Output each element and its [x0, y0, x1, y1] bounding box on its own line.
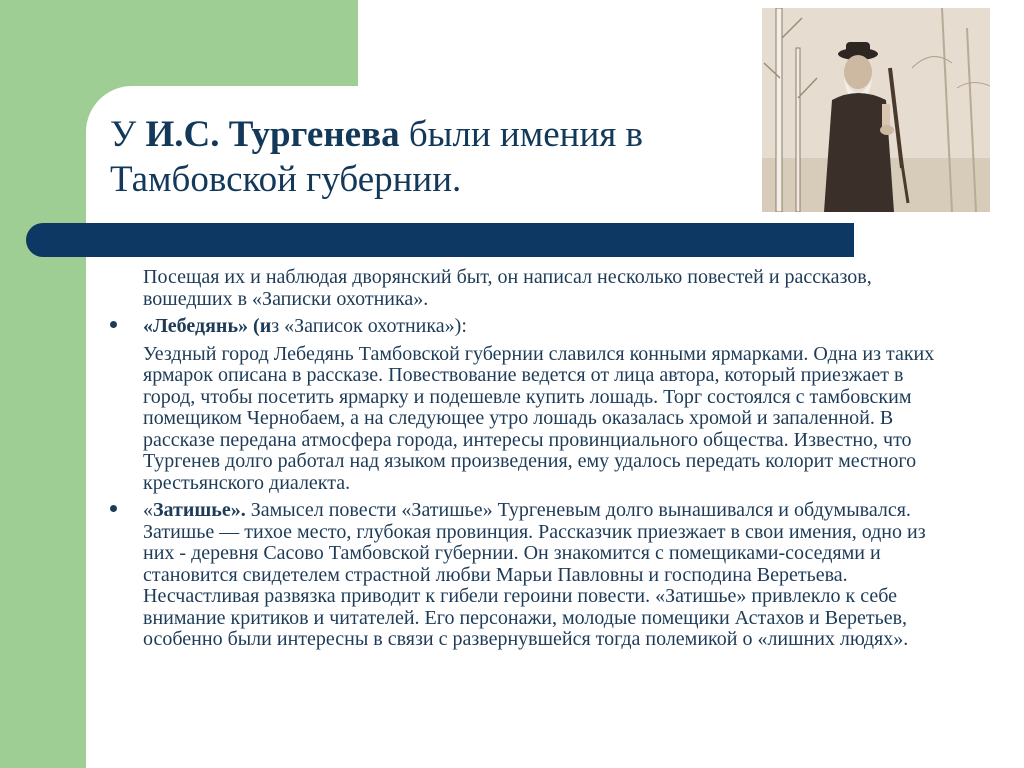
lebedyan-title: «Лебедянь» (и — [143, 315, 272, 337]
title-rest: были имения в Тамбовской губернии. — [110, 114, 644, 200]
zatishye-title: Затишье». — [153, 499, 246, 521]
zatishye-description: Замысел повести «Затишье» Тургеневым долго вынашивался и обдумывался. Затишье — тихое место, глубокая провинция. Рассказчик приезжает в свои имения, одно из них - деревня Сасово Тамбовской губернии. Он знакомится с помещиками-соседями и становится свидетелем страстной любви Марьи Павловны и господина Веретьева. Несчастливая развязка приводит к гибели героини повести. «Затишье» привлекло к себе внимание критиков и читателей. Его персонажи, молодые помещики Астахов и Веретьев, особенно были интересны в связи с развернувшейся тогда полемикой о «лишних людях». — [143, 499, 926, 650]
bullet-icon — [110, 505, 117, 512]
slide-title — [110, 112, 760, 202]
lebedyan-source: з «Записок охотника»): — [271, 315, 467, 337]
lebedyan-description: Уездный город Лебедянь Тамбовской губернии славился конными ярмарками. Одна из таких ярмарок описана в рассказе. Повествование ведется от лица автора, который приезжает в город, чтобы посетить ярмарку и подешевле купить лошадь. Торг состоялся с тамбовским помещиком Чернобаем, а на следующее утро лошадь оказалась хромой и запаленной. В рассказе передана атмосфера города, интересы провинциального общества. Известно, что Тургенев долго работал над языком произведения, ему удалось передать колорит местного крестьянского диалекта. — [143, 342, 935, 494]
intro-paragraph: Посещая их и наблюдая дворянский быт, он написал несколько повестей и рассказов, вошедших в «Записки охотника». — [143, 266, 872, 310]
list-item-lebedyan — [110, 316, 960, 338]
list-item-zatishye — [110, 500, 960, 651]
portrait-photo-icon — [762, 8, 990, 212]
title-prefix: У — [110, 114, 146, 155]
slide-body — [110, 267, 960, 657]
header-divider-band — [26, 223, 854, 257]
portrait-photo — [762, 8, 990, 212]
zatishye-open-quote: « — [143, 499, 153, 521]
bullet-icon — [110, 321, 117, 328]
title-author: И.С. Тургенева — [145, 114, 400, 155]
